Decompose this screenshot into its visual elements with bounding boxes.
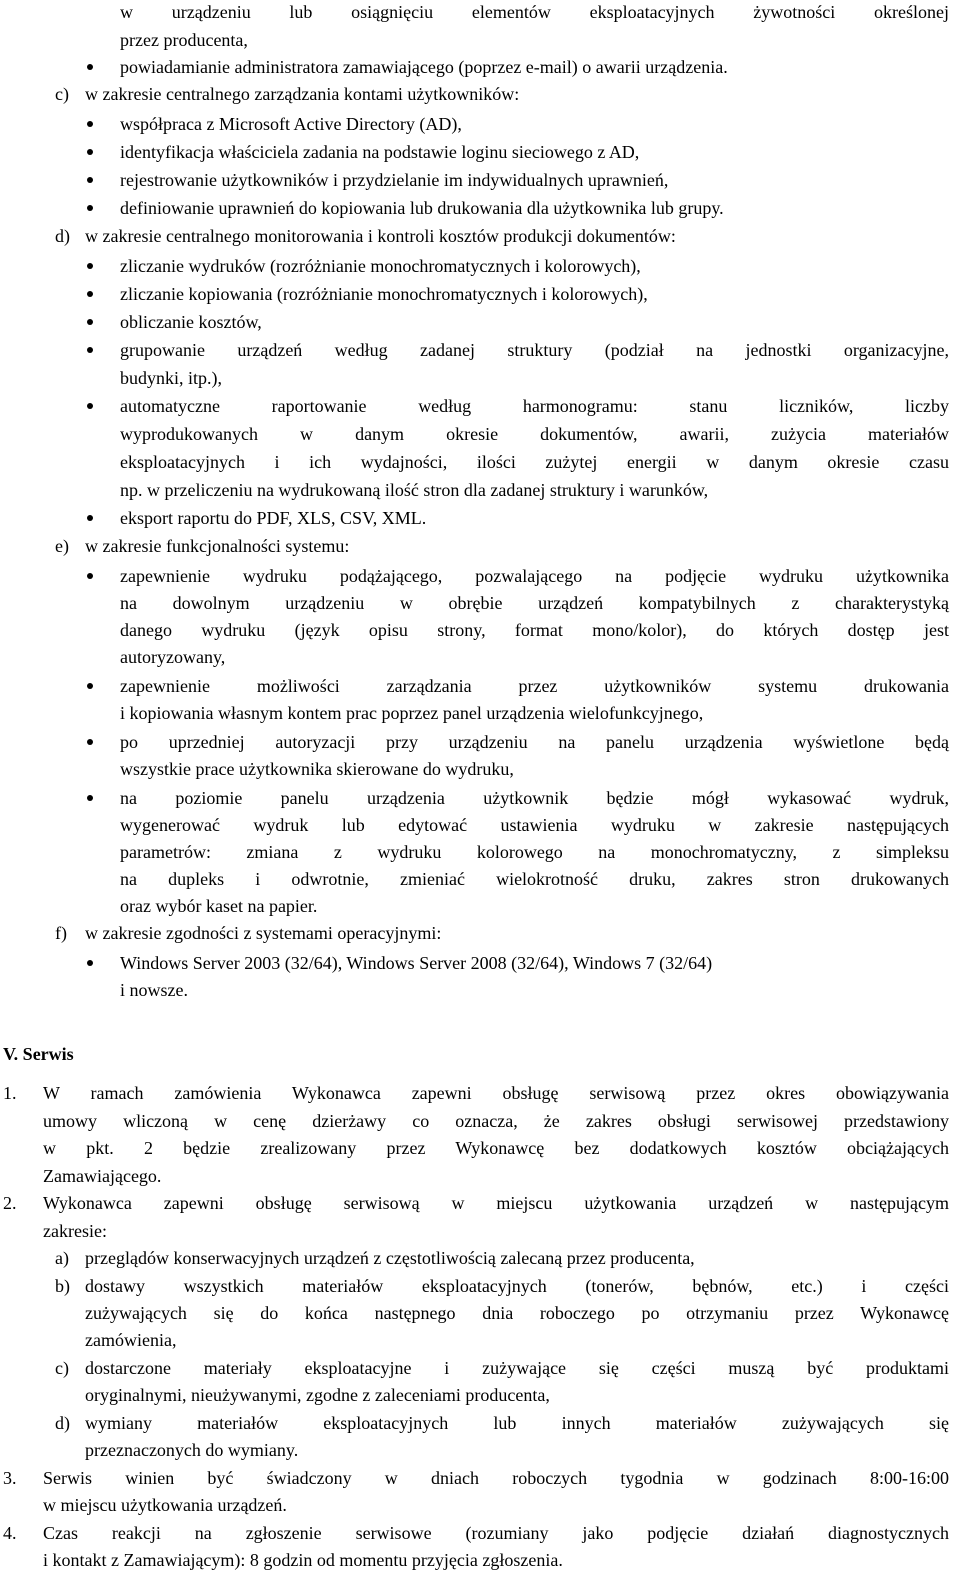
list-item: zliczanie kopiowania (rozróżnianie monochromatycznych i kolorowych), bbox=[120, 284, 648, 304]
bullet-icon bbox=[87, 263, 93, 269]
text-line: parametrów: zmiana z wydruku kolorowego na monochromatyczny, z simpleksu bbox=[120, 842, 949, 862]
paragraph-line: W ramach zamówienia Wykonawca zapewni obsługę serwisową przez okres obowiązywania bbox=[43, 1083, 949, 1103]
paragraph-line: umowy wliczoną w cenę dzierżawy co oznacza, że zakres obsługi serwisowej przedstawiony bbox=[43, 1111, 949, 1131]
list-item: eksport raportu do PDF, XLS, CSV, XML. bbox=[120, 508, 427, 528]
list-label: d) bbox=[55, 1413, 70, 1433]
bullet-icon bbox=[87, 205, 93, 211]
bullet-icon bbox=[87, 121, 93, 127]
list-label: d) bbox=[55, 226, 70, 246]
text-line: autoryzowany, bbox=[120, 647, 226, 667]
section-title: w zakresie centralnego zarządzania kontami użytkowników: bbox=[85, 84, 520, 104]
list-item: wymiany materiałów eksploatacyjnych lub innych materiałów zużywających się bbox=[85, 1413, 949, 1433]
bullet-icon bbox=[87, 347, 93, 353]
list-label: a) bbox=[55, 1248, 69, 1268]
item-number: 4. bbox=[3, 1523, 17, 1543]
bullet-icon bbox=[87, 64, 93, 70]
text-line: wygenerować wydruk lub edytować ustawienia wydruku w zakresie następujących bbox=[120, 815, 949, 835]
list-item: zliczanie wydruków (rozróżnianie monochromatycznych i kolorowych), bbox=[120, 256, 641, 276]
bullet-icon bbox=[87, 515, 93, 521]
bullet-icon bbox=[87, 403, 93, 409]
bullet-icon bbox=[87, 683, 93, 689]
list-item: na poziomie panelu urządzenia użytkownik będzie mógł wykasować wydruk, bbox=[120, 788, 949, 808]
list-item: dostarczone materiały eksploatacyjne i zużywające się części muszą być produktami bbox=[85, 1358, 949, 1378]
text-line: na dupleks i odwrotnie, zmieniać wielokrotność druku, zakres stron drukowanych bbox=[120, 869, 949, 889]
list-item: przeglądów konserwacyjnych urządzeń z częstotliwością zalecaną przez producenta, bbox=[85, 1248, 695, 1268]
text-line: danego wydruku (język opisu strony, format mono/kolor), do których dostęp jest bbox=[120, 620, 949, 640]
bullet-icon bbox=[87, 149, 93, 155]
text-line: i nowsze. bbox=[120, 980, 188, 1000]
list-item: dostawy wszystkich materiałów eksploatacyjnych (tonerów, bębnów, etc.) i części bbox=[85, 1276, 949, 1296]
paragraph-line: w pkt. 2 będzie zrealizowany przez Wykonawcę bez dodatkowych kosztów obciążających bbox=[43, 1138, 949, 1158]
list-label: f) bbox=[55, 923, 67, 943]
list-label: e) bbox=[55, 536, 69, 556]
list-item: Windows Server 2003 (32/64), Windows Server 2008 (32/64), Windows 7 (32/64) bbox=[120, 953, 713, 973]
bullet-icon bbox=[87, 291, 93, 297]
section-title: w zakresie zgodności z systemami operacyjnymi: bbox=[85, 923, 442, 943]
text-line: oraz wybór kaset na papier. bbox=[120, 896, 318, 916]
list-label: b) bbox=[55, 1276, 70, 1296]
bullet-icon bbox=[87, 960, 93, 966]
list-item: obliczanie kosztów, bbox=[120, 312, 262, 332]
list-label: c) bbox=[55, 84, 69, 104]
list-item: powiadamianie administratora zamawiającego (poprzez e-mail) o awarii urządzenia. bbox=[120, 57, 728, 77]
bullet-icon bbox=[87, 795, 93, 801]
text-line: wszystkie prace użytkownika skierowane do wydruku, bbox=[120, 759, 514, 779]
list-item: współpraca z Microsoft Active Directory (AD), bbox=[120, 114, 462, 134]
paragraph-line: Zamawiającego. bbox=[43, 1166, 162, 1186]
text-line: oryginalnymi, nieużywanymi, zgodne z zaleceniami producenta, bbox=[85, 1385, 550, 1405]
text-line: i kopiowania własnym kontem prac poprzez panel urządzenia wielofunkcyjnego, bbox=[120, 703, 704, 723]
text-line: przez producenta, bbox=[120, 30, 248, 50]
list-item: grupowanie urządzeń według zadanej struktury (podział na jednostki organizacyjne, bbox=[120, 340, 949, 360]
paragraph-line: Wykonawca zapewni obsługę serwisową w miejscu użytkowania urządzeń w następującym bbox=[43, 1193, 949, 1213]
bullet-icon bbox=[87, 573, 93, 579]
section-title: w zakresie funkcjonalności systemu: bbox=[85, 536, 350, 556]
item-number: 2. bbox=[3, 1193, 17, 1213]
paragraph-line: zakresie: bbox=[43, 1221, 107, 1241]
list-item: rejestrowanie użytkowników i przydzielanie im indywidualnych uprawnień, bbox=[120, 170, 669, 190]
item-number: 3. bbox=[3, 1468, 17, 1488]
text-line: zamówienia, bbox=[85, 1330, 177, 1350]
list-item: zapewnienie możliwości zarządzania przez użytkowników systemu drukowania bbox=[120, 676, 949, 696]
paragraph-line: Serwis winien być świadczony w dniach roboczych tygodnia w godzinach 8:00-16:00 bbox=[43, 1468, 949, 1488]
list-label: c) bbox=[55, 1358, 69, 1378]
list-item: identyfikacja właściciela zadania na podstawie loginu sieciowego z AD, bbox=[120, 142, 640, 162]
list-item: automatyczne raportowanie według harmonogramu: stanu liczników, liczby bbox=[120, 396, 949, 416]
list-item: definiowanie uprawnień do kopiowania lub drukowania dla użytkownika lub grupy. bbox=[120, 198, 724, 218]
text-line: np. w przeliczeniu na wydrukowaną ilość stron dla zadanej struktury i warunków, bbox=[120, 480, 709, 500]
section-heading: V. Serwis bbox=[3, 1044, 74, 1064]
list-item: po uprzedniej autoryzacji przy urządzeniu na panelu urządzenia wyświetlone będą bbox=[120, 732, 949, 752]
bullet-icon bbox=[87, 739, 93, 745]
text-line: budynki, itp.), bbox=[120, 368, 222, 388]
paragraph-line: Czas reakcji na zgłoszenie serwisowe (rozumiany jako podjęcie działań diagnostycznych bbox=[43, 1523, 949, 1543]
text-line: eksploatacyjnych i ich wydajności, ilości zużytej energii w danym okresie czasu bbox=[120, 452, 949, 472]
text-line: na dowolnym urządzeniu w obrębie urządzeń kompatybilnych z charakterystyką bbox=[120, 593, 949, 613]
item-number: 1. bbox=[3, 1083, 17, 1103]
paragraph-line: i kontakt z Zamawiającym): 8 godzin od momentu przyjęcia zgłoszenia. bbox=[43, 1550, 563, 1570]
section-title: w zakresie centralnego monitorowania i kontroli kosztów produkcji dokumentów: bbox=[85, 226, 676, 246]
bullet-icon bbox=[87, 319, 93, 325]
text-line: wyprodukowanych w danym okresie dokumentów, awarii, zużycia materiałów bbox=[120, 424, 949, 444]
bullet-icon bbox=[87, 177, 93, 183]
paragraph-line: w miejscu użytkowania urządzeń. bbox=[43, 1495, 287, 1515]
list-item: zapewnienie wydruku podążającego, pozwalającego na podjęcie wydruku użytkownika bbox=[120, 566, 949, 586]
text-line: w urządzeniu lub osiągnięciu elementów eksploatacyjnych żywotności określonej bbox=[120, 2, 949, 22]
text-line: zużywających się do końca następnego dnia roboczego po otrzymaniu przez Wykonawcę bbox=[85, 1303, 949, 1323]
text-line: przeznaczonych do wymiany. bbox=[85, 1440, 299, 1460]
